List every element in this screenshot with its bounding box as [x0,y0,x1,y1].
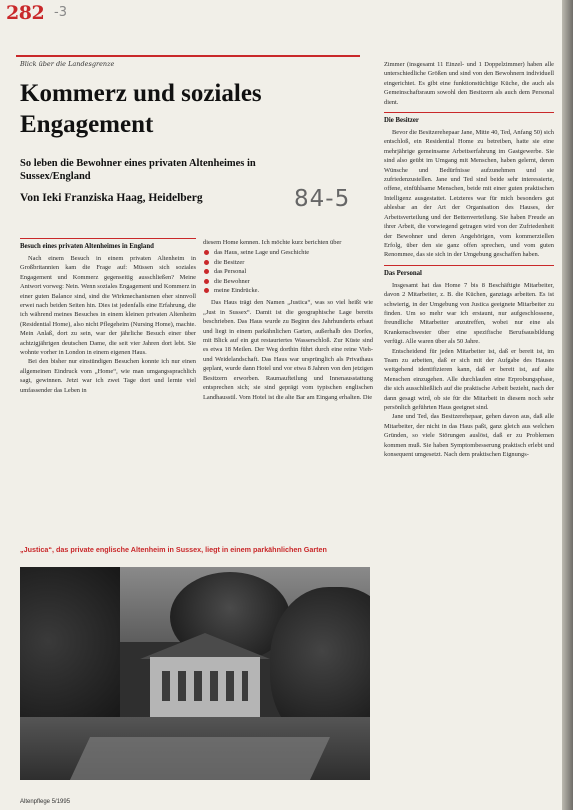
section-heading-staff: Das Personal [384,265,554,278]
article-author: Von Ieki Franziska Haag, Heidelberg [20,192,203,204]
list-item: das Personal [203,267,373,276]
list-item: das Haus, seine Lage und Geschichte [203,248,373,257]
paragraph: Das Haus trägt den Namen „Justica“, was so viel heißt wie „Just in Sussex“. Damit ist die geographische Lage bereits beschrieben. Das Haus wurde zu Beginn des Jahrhunderts erbaut und liegt in einem parkähnlichen Garten, außerhalb des Dorfes, mit Blick auf ein gut restauriertes Wasserschloß. Zur Küste sind es etwa 18 Meilen. Der Weg dorthin führt durch eine reine Vieh- und Weidelandschaft. Das Haus war ursprünglich als Privathaus geplant, wurde dann Hotel und vor etwa 8 Jahren von den jetzigen Besitzern erworben. Raumaufteilung und Innenausstattung entsprechen sich; sie sind geprägt vom typischen englischen Landhausstil. Vom Hotel ist die alte Bar am Eingang erhalten. Die [203,299,373,401]
column-b [203,238,373,402]
house-photo [20,567,370,780]
photo-house-windows [162,671,248,701]
page-number: 282 [6,2,45,24]
handwritten-mark: -3 [54,5,67,20]
section-heading-owners: Die Besitzer [384,112,554,125]
paragraph: Jane und Ted, das Besitzerehepaar, gehen davon aus, daß alle Mitarbeiter, der nicht in das Haus paßt, ganz gleich aus welchen Gründen, so viele Störungen auslöst, daß er zu Problemen kommen muß. Sie haben Symptombesserung praktisch erlebt und konsequent umgesetzt. Nach dem praktischen Eignungs- [384,413,554,459]
section-rubric: Blick über die Landesgrenze [20,60,115,68]
list-item: die Bewohner [203,277,373,286]
binding-shadow [562,0,573,810]
header-rule [16,55,360,57]
paragraph: Zimmer (insgesamt 11 Einzel- und 1 Doppelzimmer) haben alle unterschiedliche Größen und sind von den Bewohnern individuell eingerichtet. Es gibt eine funktionstüchtige Küche, die auch als Gemeinschaftsraum sowohl den Besitzern als auch dem Personal dient. [384,61,554,106]
article-subtitle: So leben die Bewohner eines privaten Altenheimes in Sussex/England [20,158,256,182]
handwritten-page-note: 84-5 [294,186,351,212]
paragraph: Entscheidend für jeden Mitarbeiter ist, daß er bereit ist, im Team zu arbeiten, daß er sich mit der Aufgabe des Hauses weitgehend identifizieren kann, daß er bereit ist, auf alte Menschen einzugehen. Alle durchlaufen eine Erprobungsphase, die sich ausschließlich auf die praktische Arbeit bezieht, nach der dann gesagt wird, ob sie für die Mitarbeit in diesem noch sehr persönlich geführten Haus geeignet sind. [384,347,554,411]
photo-path [70,737,330,780]
page-footer: Altenpflege 5/1995 [20,799,71,805]
list-item: meine Eindrücke. [203,286,373,295]
paragraph: Nach einem Besuch in einem privaten Altenheim in Großbritannien kam die Frage auf: Müssen sich soziales Engagement und Kommerz gegenseitig ausschließen? Meine Antwort vorweg: Nein. Wenn soziales Engagement und Kommerz in einer guten Balance sind, sind die Wirkmechanismen eher sinnvoll erwei nach beiden Seiten hin. Dies ist jedenfalls eine Erfahrung, die ich während meines Besuches in einem kleinen privaten Altenheim (Residential Home), also nicht Pflegeheim (Nursing Home), machte. Mein Anlaß, dort zu sein, war der jährliche Besuch einer über achtzigjährigen deutschen Dame, die seit vier Jahren dort lebt. Sie wohnte vorher in London in einem eigenen Haus. [20,255,196,357]
paragraph: Bei den bisher nur einstündigen Besuchen konnte ich nur einen allgemeinen Eindruck vom „Home“, wie man umgangssprachlich sagt, gewinnen. Jetzt war ich zwei Tage dort und lernte viel umfassender das Leben in [20,358,196,394]
section-heading: Besuch eines privaten Altenheimes in England [20,238,196,251]
paragraph: Insgesamt hat das Home 7 bis 8 Beschäftigte Mitarbeiter, davon 2 Mitarbeiter, z. B. die Küchen, ganztags arbeiten. Es ist schwierig, in der Umgebung von Justica geeignete Mitarbeiter zu finden. Um so mehr war ich erstaunt, nur aufgeschlossene, freundliche Mitarbeiter anzutreffen, wobei nur eine als Krankenschwester über eine spezifische Berufsausbildung verfügt. Alle waren über als 50 Jahre. [384,281,554,346]
column-c [384,60,554,459]
photo-caption: „Justica“, das private englische Altenheim in Sussex, liegt in einem parkähnlichen Garten [20,545,327,554]
paragraph: diesem Home kennen. Ich möchte kurz berichten über [203,239,342,246]
column-a [20,238,196,395]
list-item: die Besitzer [203,258,373,267]
article-headline: Kommerz und soziales Engagement [20,80,262,138]
photo-house-roof [140,633,270,659]
paragraph: Bevor die Besitzerehepaar Jane, Mitte 40, Ted, Anfang 50) sich entschloß, ein Residential Home zu betreiben, hatte sie eine mehrjährige gemeinsame Arbeitserfahrung im Gastgewerbe. Sie sind also geübt im Umgang mit Menschen, haben gelernt, deren Wünsche und Bedürfnisse aufzunehmen und sie zufriedenzustellen. Jane und Ted sind beide sehr interessierte, offene, einfühlsame Menschen, beide mit einer guten praktischen Intelligenz ausgestattet. Letzteres war für mich besonders gut ablesbar an der Art der Organisation des Hauses, der Arbeitsverteilung und der Bettenverteilung. Sie haben Freude an ihrer Arbeit, die vorwiegend getragen wird von der Zufriedenheit der Bewohner und deren Angehörigen, vom kommerziellen Erfolg, über den sie ganz offen sprechen, und vom guten Renommee, das sie sich in der Umgebung geschaffen haben. [384,129,554,259]
topic-list [203,248,373,295]
